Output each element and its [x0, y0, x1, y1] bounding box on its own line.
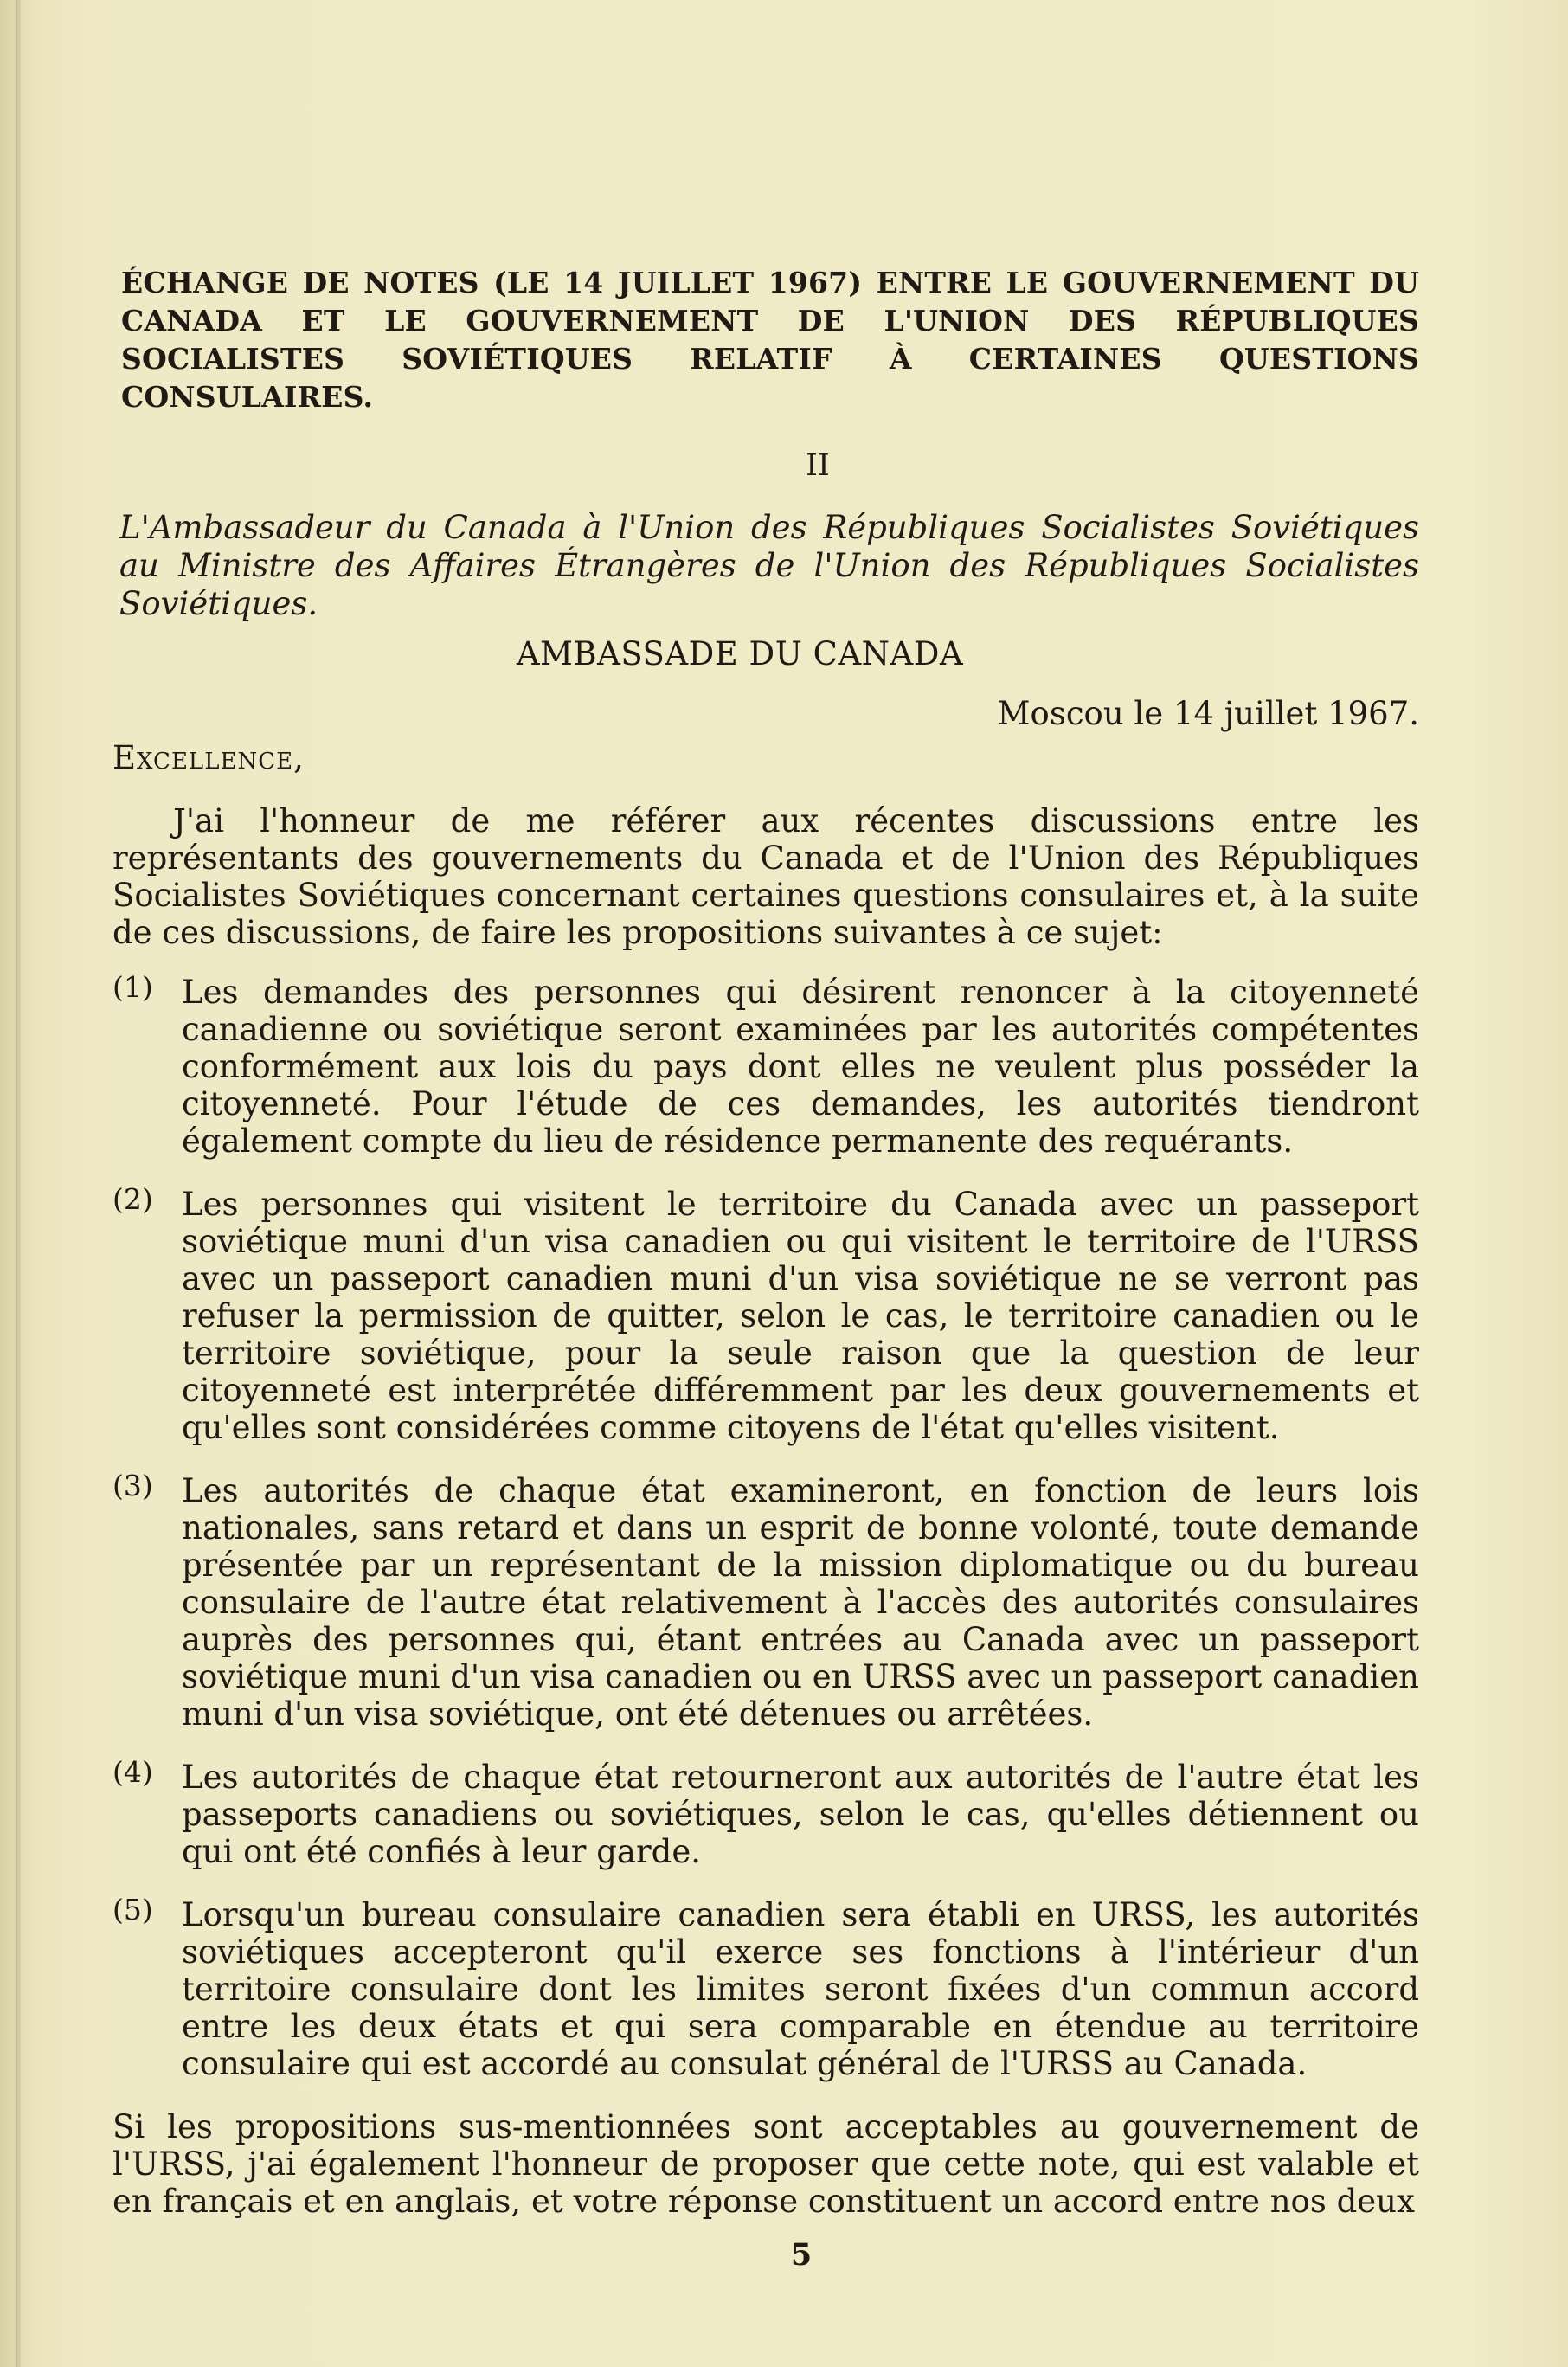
- list-item: [112, 970, 1419, 1160]
- document-title: ÉCHANGE DE NOTES (LE 14 JUILLET 1967) ENTRE LE GOUVERNEMENT DU CANADA ET LE GOUVERNEMENT DE L'UNION DES RÉPUBLIQUES SOCIALISTES SOVIÉTIQUES RELATIF À CERTAINES QUESTIONS CONSULAIRES.: [121, 266, 1419, 414]
- item-number: (3): [112, 1469, 153, 1502]
- item-number: (4): [112, 1755, 153, 1789]
- list-item: [112, 1755, 1419, 1870]
- intro-paragraph: J'ai l'honneur de me référer aux récentes discussions entre les représentants des gouvernements du Canada et de l'Union des Républiques Socialistes Soviétiques concernant certaines questions consulaires et, à la suite de ces discussions, de faire les propositions suivantes à ce sujet:: [112, 802, 1419, 951]
- proposal-list: [112, 970, 1419, 2082]
- closing-paragraph: Si les propositions sus-mentionnées sont acceptables au gouvernement de l'URSS, j'ai également l'honneur de proposer que cette note, qui est valable et en français et en anglais, et votre réponse constituent un accord entre nos deux: [112, 2108, 1419, 2220]
- dateline: Moscou le 14 juillet 1967.: [997, 695, 1419, 732]
- binding-gutter: [16, 0, 21, 2367]
- item-number: (1): [112, 970, 153, 1004]
- item-number: (2): [112, 1182, 153, 1216]
- item-text: Les autorités de chaque état retourneront aux autorités de l'autre état les passeports canadiens ou soviétiques, selon le cas, qu'elles détiennent ou qui ont été confiés à leur garde.: [182, 1759, 1419, 1870]
- item-text: Les demandes des personnes qui désirent renoncer à la citoyenneté canadienne ou soviétique seront examinées par les autorités compétentes conformément aux lois du pays dont elles ne veulent plus posséder la citoyenneté. Pour l'étude de ces demandes, les autorités tiendront également compte du lieu de résidence permanente des requérants.: [182, 974, 1419, 1160]
- item-number: (5): [112, 1893, 153, 1926]
- list-item: [112, 1469, 1419, 1733]
- item-text: Les autorités de chaque état examineront, en fonction de leurs lois nationales, sans retard et dans un esprit de bonne volonté, toute demande présentée par un représentant de la mission diplomatique ou du bureau consulaire de l'autre état relativement à l'accès des autorités consulaires auprès des personnes qui, étant entrées au Canada avec un passeport soviétique muni d'un visa canadien ou en URSS avec un passeport canadien muni d'un visa soviétique, ont été détenues ou arrêtées.: [182, 1472, 1419, 1733]
- salutation: Excellence,: [112, 739, 305, 776]
- document-body: [112, 264, 1419, 2220]
- page-number: 5: [790, 2237, 813, 2273]
- section-number: II: [806, 448, 830, 483]
- embassy-heading: AMBASSADE DU CANADA: [516, 635, 964, 672]
- addressee-line: L'Ambassadeur du Canada à l'Union des Républiques Socialistes Soviétiques au Ministre des Affaires Étrangères de l'Union des Républiques Socialistes Soviétiques.: [119, 509, 1419, 622]
- item-text: Lorsqu'un bureau consulaire canadien sera établi en URSS, les autorités soviétiques accepteront qu'il exerce ses fonctions à l'intérieur d'un territoire consulaire dont les limites seront fixées d'un commun accord entre les deux états et qui sera comparable en étendue au territoire consulaire qui est accordé au consulat général de l'URSS au Canada.: [182, 1896, 1419, 2082]
- item-text: Les personnes qui visitent le territoire du Canada avec un passeport soviétique muni d'un visa canadien ou qui visitent le territoire de l'URSS avec un passeport canadien muni d'un visa soviétique ne se verront pas refuser la permission de quitter, selon le cas, le territoire canadien ou le territoire soviétique, pour la seule raison que la question de leur citoyenneté est interprétée différemment par les deux gouvernements et qu'elles sont considérées comme citoyens de l'état qu'elles visitent.: [182, 1186, 1419, 1446]
- list-item: [112, 1182, 1419, 1446]
- list-item: [112, 1893, 1419, 2082]
